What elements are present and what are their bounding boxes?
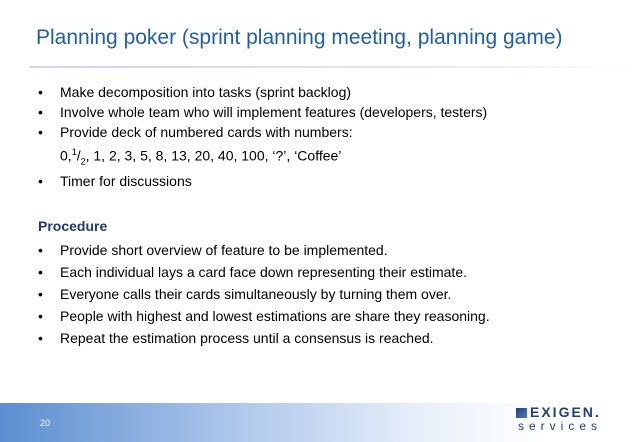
page-number: 20 <box>40 418 51 428</box>
procedure-item <box>38 306 628 326</box>
logo-mark-icon <box>516 408 527 418</box>
bullet-item <box>38 171 628 191</box>
bullet-item <box>38 82 628 102</box>
exigen-logo <box>516 404 626 434</box>
card-values-line <box>60 142 628 171</box>
logo-subtitle: services <box>518 419 603 433</box>
procedure-list <box>38 240 628 350</box>
procedure-text: Provide short overview of feature to be implemented. <box>60 242 388 258</box>
bullet-item <box>38 102 628 122</box>
bullet-icon: • <box>38 242 43 258</box>
card-values-rest: , 1, 2, 3, 5, 8, 13, 20, 40, 100, ‘?’, ‘Coffee’ <box>85 147 342 164</box>
bullet-text: Provide deck of numbered cards with numbers: <box>60 124 353 140</box>
procedure-item <box>38 284 628 304</box>
procedure-text: People with highest and lowest estimations are share they reasoning. <box>60 308 490 324</box>
fraction-slash: / <box>76 147 81 164</box>
bullet-icon: • <box>38 104 43 120</box>
bullet-text: Involve whole team who will implement features (developers, testers) <box>60 104 488 120</box>
bullet-list <box>38 82 628 191</box>
slide-title: Planning poker (sprint planning meeting, planning game) <box>36 26 563 49</box>
fraction-denominator: 2 <box>80 156 86 167</box>
bullet-icon: • <box>38 286 43 302</box>
procedure-item <box>38 240 628 260</box>
title-divider <box>30 66 638 68</box>
bullet-icon: • <box>38 124 43 140</box>
bullet-icon: • <box>38 173 43 190</box>
procedure-text: Each individual lays a card face down representing their estimate. <box>60 264 467 280</box>
procedure-item <box>38 262 628 282</box>
procedure-heading: Procedure <box>38 218 108 234</box>
bullet-icon: • <box>38 308 43 324</box>
bullet-item <box>38 122 628 171</box>
procedure-text: Everyone calls their cards simultaneously by turning them over. <box>60 286 452 302</box>
procedure-text: Repeat the estimation process until a consensus is reached. <box>60 330 434 346</box>
procedure-item <box>38 328 628 348</box>
logo-name: EXIGEN. <box>530 404 601 420</box>
bullet-icon: • <box>38 264 43 280</box>
bullet-text: Timer for discussions <box>60 173 192 190</box>
card-values-prefix: 0, <box>60 147 72 164</box>
bullet-text: Make decomposition into tasks (sprint backlog) <box>60 84 352 100</box>
bullet-icon: • <box>38 330 43 346</box>
fraction-numerator: 1 <box>71 147 77 157</box>
bullet-icon: • <box>38 84 43 100</box>
